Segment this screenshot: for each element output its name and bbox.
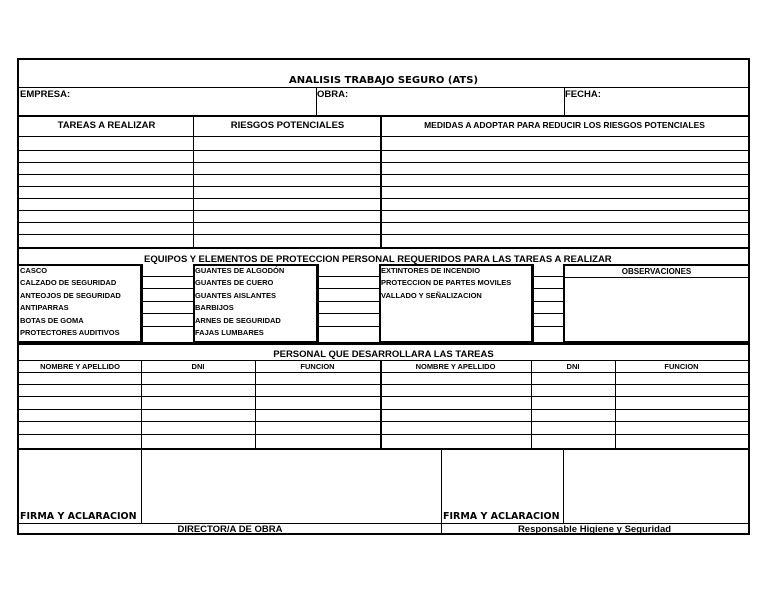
epp-col1-item-5: BOTAS DE GOMA <box>20 316 84 325</box>
personal-col-header-6: FUNCION <box>664 362 699 371</box>
risk-cell[interactable] <box>194 211 380 222</box>
risk-cell[interactable] <box>194 199 380 210</box>
fecha-field[interactable] <box>605 88 745 114</box>
personal-col-header-3: FUNCION <box>300 362 335 371</box>
personal-cell[interactable] <box>532 435 614 447</box>
personal-col-header-5: DNI <box>566 362 580 371</box>
personal-cell[interactable] <box>532 385 614 395</box>
epp-col1-item-4: ANTIPARRAS <box>20 303 69 312</box>
personal-cell[interactable] <box>142 410 254 420</box>
epp-col2-item-2: GUANTES DE CUERO <box>195 278 274 287</box>
responsable-label: Responsable Higiene y Seguridad <box>517 524 672 535</box>
col-tareas-header: TAREAS A REALIZAR <box>57 120 156 131</box>
personal-col-header-2: DNI <box>191 362 205 371</box>
personal-cell[interactable] <box>616 397 747 408</box>
epp-col3-check-6[interactable] <box>533 327 563 343</box>
epp-col3-check-3[interactable] <box>533 289 563 302</box>
epp-col3-check-5[interactable] <box>533 314 563 327</box>
observaciones-header-rule <box>563 277 750 278</box>
personal-cell[interactable] <box>142 397 254 408</box>
firma-right-label: FIRMA Y ACLARACION <box>443 511 560 522</box>
risk-cell[interactable] <box>194 175 380 186</box>
risk-cell[interactable] <box>194 163 380 174</box>
epp-col2-item-1: GUANTES DE ALGODÓN <box>195 266 285 275</box>
epp-col2-item-5: ARNES DE SEGURIDAD <box>195 316 281 325</box>
personal-cell[interactable] <box>142 435 254 447</box>
personal-cell[interactable] <box>616 435 747 447</box>
epp-col2-check-6[interactable] <box>318 327 379 343</box>
task-cell[interactable] <box>19 199 193 210</box>
personal-cell[interactable] <box>256 373 379 383</box>
personal-cell[interactable] <box>381 397 530 408</box>
measure-cell[interactable] <box>382 187 748 198</box>
personal-cell[interactable] <box>532 422 614 433</box>
personal-cell[interactable] <box>532 410 614 420</box>
tasks-divider-2 <box>380 116 382 247</box>
personal-cell[interactable] <box>20 435 140 447</box>
empresa-label: EMPRESA: <box>20 89 71 100</box>
measure-cell[interactable] <box>382 175 748 186</box>
epp-col3-check-2[interactable] <box>533 277 563 289</box>
risk-cell[interactable] <box>194 187 380 198</box>
epp-col3-item-1: EXTINTORES DE INCENDIO <box>381 266 481 275</box>
epp-col2-box <box>193 264 318 343</box>
empresa-field[interactable] <box>77 88 315 114</box>
personal-col-header-4: NOMBRE Y APELLIDO <box>415 362 496 371</box>
epp-top-rule <box>19 247 748 249</box>
responsable-signature-area[interactable] <box>564 450 747 522</box>
personal-cell[interactable] <box>532 373 614 383</box>
epp-col1-item-6: PROTECTORES AUDITIVOS <box>20 328 120 337</box>
form-title: ANALISIS TRABAJO SEGURO (ATS) <box>288 75 479 86</box>
task-cell[interactable] <box>19 137 193 150</box>
risk-cell[interactable] <box>194 151 380 162</box>
personal-cell[interactable] <box>381 422 530 433</box>
task-cell[interactable] <box>19 211 193 222</box>
task-cell[interactable] <box>19 223 193 234</box>
personal-cell[interactable] <box>20 397 140 408</box>
personal-cell[interactable] <box>142 373 254 383</box>
epp-col2-check-4[interactable] <box>318 302 379 314</box>
measure-cell[interactable] <box>382 163 748 174</box>
personal-cell[interactable] <box>256 410 379 420</box>
epp-col3-item-2: PROTECCION DE PARTES MOVILES <box>381 278 512 287</box>
tasks-top-rule <box>19 115 748 117</box>
personal-cell[interactable] <box>256 385 379 395</box>
measure-cell[interactable] <box>382 151 748 162</box>
epp-col2-check-1[interactable] <box>318 264 379 277</box>
personal-cell[interactable] <box>20 373 140 383</box>
personal-cell[interactable] <box>616 385 747 395</box>
personal-header-top-rule <box>19 360 748 361</box>
personal-cell[interactable] <box>142 422 254 433</box>
personal-cell[interactable] <box>616 422 747 433</box>
task-cell[interactable] <box>19 151 193 162</box>
risk-cell[interactable] <box>194 137 380 150</box>
epp-col1-check-2[interactable] <box>142 277 193 289</box>
measure-cell[interactable] <box>382 223 748 234</box>
measure-cell[interactable] <box>382 211 748 222</box>
firma-left-label: FIRMA Y ACLARACION <box>20 511 137 522</box>
obra-field[interactable] <box>353 88 563 114</box>
obra-label: OBRA: <box>317 89 349 100</box>
epp-col1-item-1: CASCO <box>20 266 48 275</box>
personal-cell[interactable] <box>381 373 530 383</box>
director-label: DIRECTOR/A DE OBRA <box>177 524 283 535</box>
personal-cell[interactable] <box>616 410 747 420</box>
task-cell[interactable] <box>19 187 193 198</box>
personal-cell[interactable] <box>256 422 379 433</box>
epp-col1-box <box>17 264 142 343</box>
epp-col3-item-3: VALLADO Y SEÑALIZACION <box>381 291 482 300</box>
epp-col1-check-3[interactable] <box>142 289 193 302</box>
personal-cell[interactable] <box>381 385 530 395</box>
fecha-label: FECHA: <box>565 89 601 100</box>
personal-cell[interactable] <box>256 435 379 447</box>
epp-col1-item-3: ANTEOJOS DE SEGURIDAD <box>20 291 121 300</box>
epp-col3-box <box>379 264 533 343</box>
personal-col-header-1: NOMBRE Y APELLIDO <box>40 362 120 371</box>
personal-cell[interactable] <box>20 422 140 433</box>
epp-col1-check-1[interactable] <box>142 264 193 277</box>
risk-cell[interactable] <box>194 223 380 234</box>
personal-top-rule <box>19 343 748 345</box>
epp-col3-check-4[interactable] <box>533 302 563 314</box>
personal-cell[interactable] <box>20 410 140 420</box>
personal-cell[interactable] <box>532 397 614 408</box>
personal-cell[interactable] <box>142 385 254 395</box>
ats-form <box>17 58 750 535</box>
director-signature-area[interactable] <box>142 450 440 522</box>
task-cell[interactable] <box>19 163 193 174</box>
epp-col3-check-1[interactable] <box>533 264 563 277</box>
epp-col2-item-6: FAJAS LUMBARES <box>195 328 264 337</box>
measure-cell[interactable] <box>382 137 748 150</box>
col-riesgos-header: RIESGOS POTENCIALES <box>230 120 345 131</box>
epp-col2-item-4: BARBIJOS <box>195 303 234 312</box>
epp-col1-check-4[interactable] <box>142 302 193 314</box>
epp-col2-check-2[interactable] <box>318 277 379 289</box>
measure-cell[interactable] <box>382 235 748 247</box>
epp-col2-check-3[interactable] <box>318 289 379 302</box>
epp-heading: EQUIPOS Y ELEMENTOS DE PROTECCION PERSONAL REQUERIDOS PARA LAS TAREAS A REALIZAR <box>144 254 612 265</box>
personal-cell[interactable] <box>381 435 530 447</box>
epp-col1-check-6[interactable] <box>142 327 193 343</box>
risk-cell[interactable] <box>194 235 380 247</box>
personal-cell[interactable] <box>256 397 379 408</box>
task-cell[interactable] <box>19 175 193 186</box>
epp-col2-item-3: GUANTES AISLANTES <box>195 291 276 300</box>
personal-cell[interactable] <box>20 385 140 395</box>
tasks-divider-1 <box>193 116 194 247</box>
measure-cell[interactable] <box>382 199 748 210</box>
personal-heading: PERSONAL QUE DESARROLLARA LAS TAREAS <box>273 349 494 360</box>
observaciones-label: OBSERVACIONES <box>621 267 692 276</box>
col-medidas-header: MEDIDAS A ADOPTAR PARA REDUCIR LOS RIESGOS POTENCIALES <box>424 120 705 130</box>
epp-col2-check-5[interactable] <box>318 314 379 327</box>
personal-cell[interactable] <box>381 410 530 420</box>
personal-cell[interactable] <box>616 373 747 383</box>
epp-col1-check-5[interactable] <box>142 314 193 327</box>
epp-col1-item-2: CALZADO DE SEGURIDAD <box>20 278 117 287</box>
task-cell[interactable] <box>19 235 193 247</box>
